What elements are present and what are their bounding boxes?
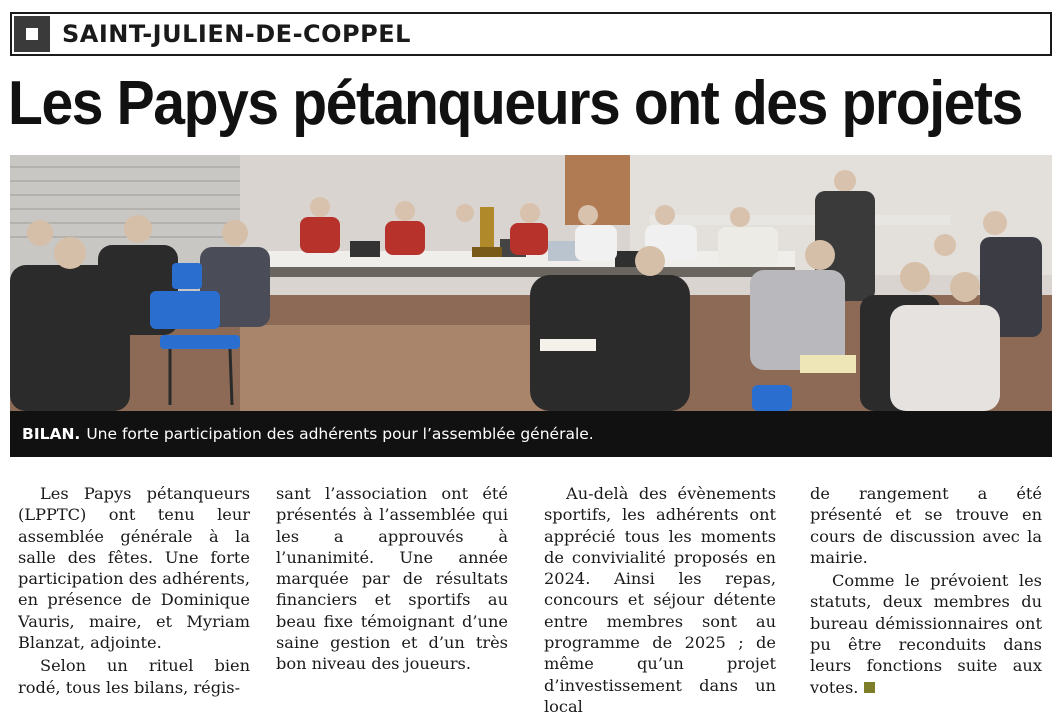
paragraph: de rangement a été présenté et se trouve en cours de discussion avec la mairie. xyxy=(810,484,1042,567)
paragraph-text: Comme le prévoient les statuts, deux membres du bureau démissionnaires ont pu être reconduits dans leurs fonctions suite aux votes. xyxy=(810,571,1042,697)
caption-kicker: BILAN. xyxy=(22,425,81,443)
article-body xyxy=(18,483,1053,715)
paragraph: Au-delà des évènements sportifs, les adhérents ont apprécié tous les moments de convivialité proposés en 2024. Ainsi les repas, concours et séjour détente entre membres sont au programme de 2025 ; de même qu’un projet d’investissement dans un local xyxy=(544,484,776,715)
end-of-article-square-icon xyxy=(864,682,875,693)
photo-caption xyxy=(10,411,1052,457)
article-column-2 xyxy=(276,483,508,675)
article-photo xyxy=(10,155,1052,411)
paragraph: sant l’association ont été présentés à l’assemblée qui les a approuvés à l’unanimité. Une année marquée par de résultats financiers et sportifs au beau fixe témoignant d’une saine gestion et d’un très bon niveau des joueurs. xyxy=(276,484,508,674)
article-column-1 xyxy=(18,483,250,698)
section-rubric xyxy=(10,12,1052,56)
paragraph: Les Papys pétanqueurs (LPPTC) ont tenu leur assemblée générale à la salle des fêtes. Une forte participation des adhérents, en présence de Dominique Vauris, maire, et Myriam Blanzat, adjointe. xyxy=(18,484,250,653)
article-column-3 xyxy=(544,483,776,715)
article-column-4 xyxy=(810,483,1042,698)
article-headline: Les Papys pétanqueurs ont des projets xyxy=(8,69,1022,138)
rubric-square-icon xyxy=(14,16,50,52)
caption-text: Une forte participation des adhérents pour l’assemblée générale. xyxy=(86,425,594,443)
rubric-label: SAINT-JULIEN-DE-COPPEL xyxy=(62,20,411,48)
paragraph-final xyxy=(810,570,1042,698)
paragraph: Selon un rituel bien rodé, tous les bilans, régis- xyxy=(18,656,250,697)
